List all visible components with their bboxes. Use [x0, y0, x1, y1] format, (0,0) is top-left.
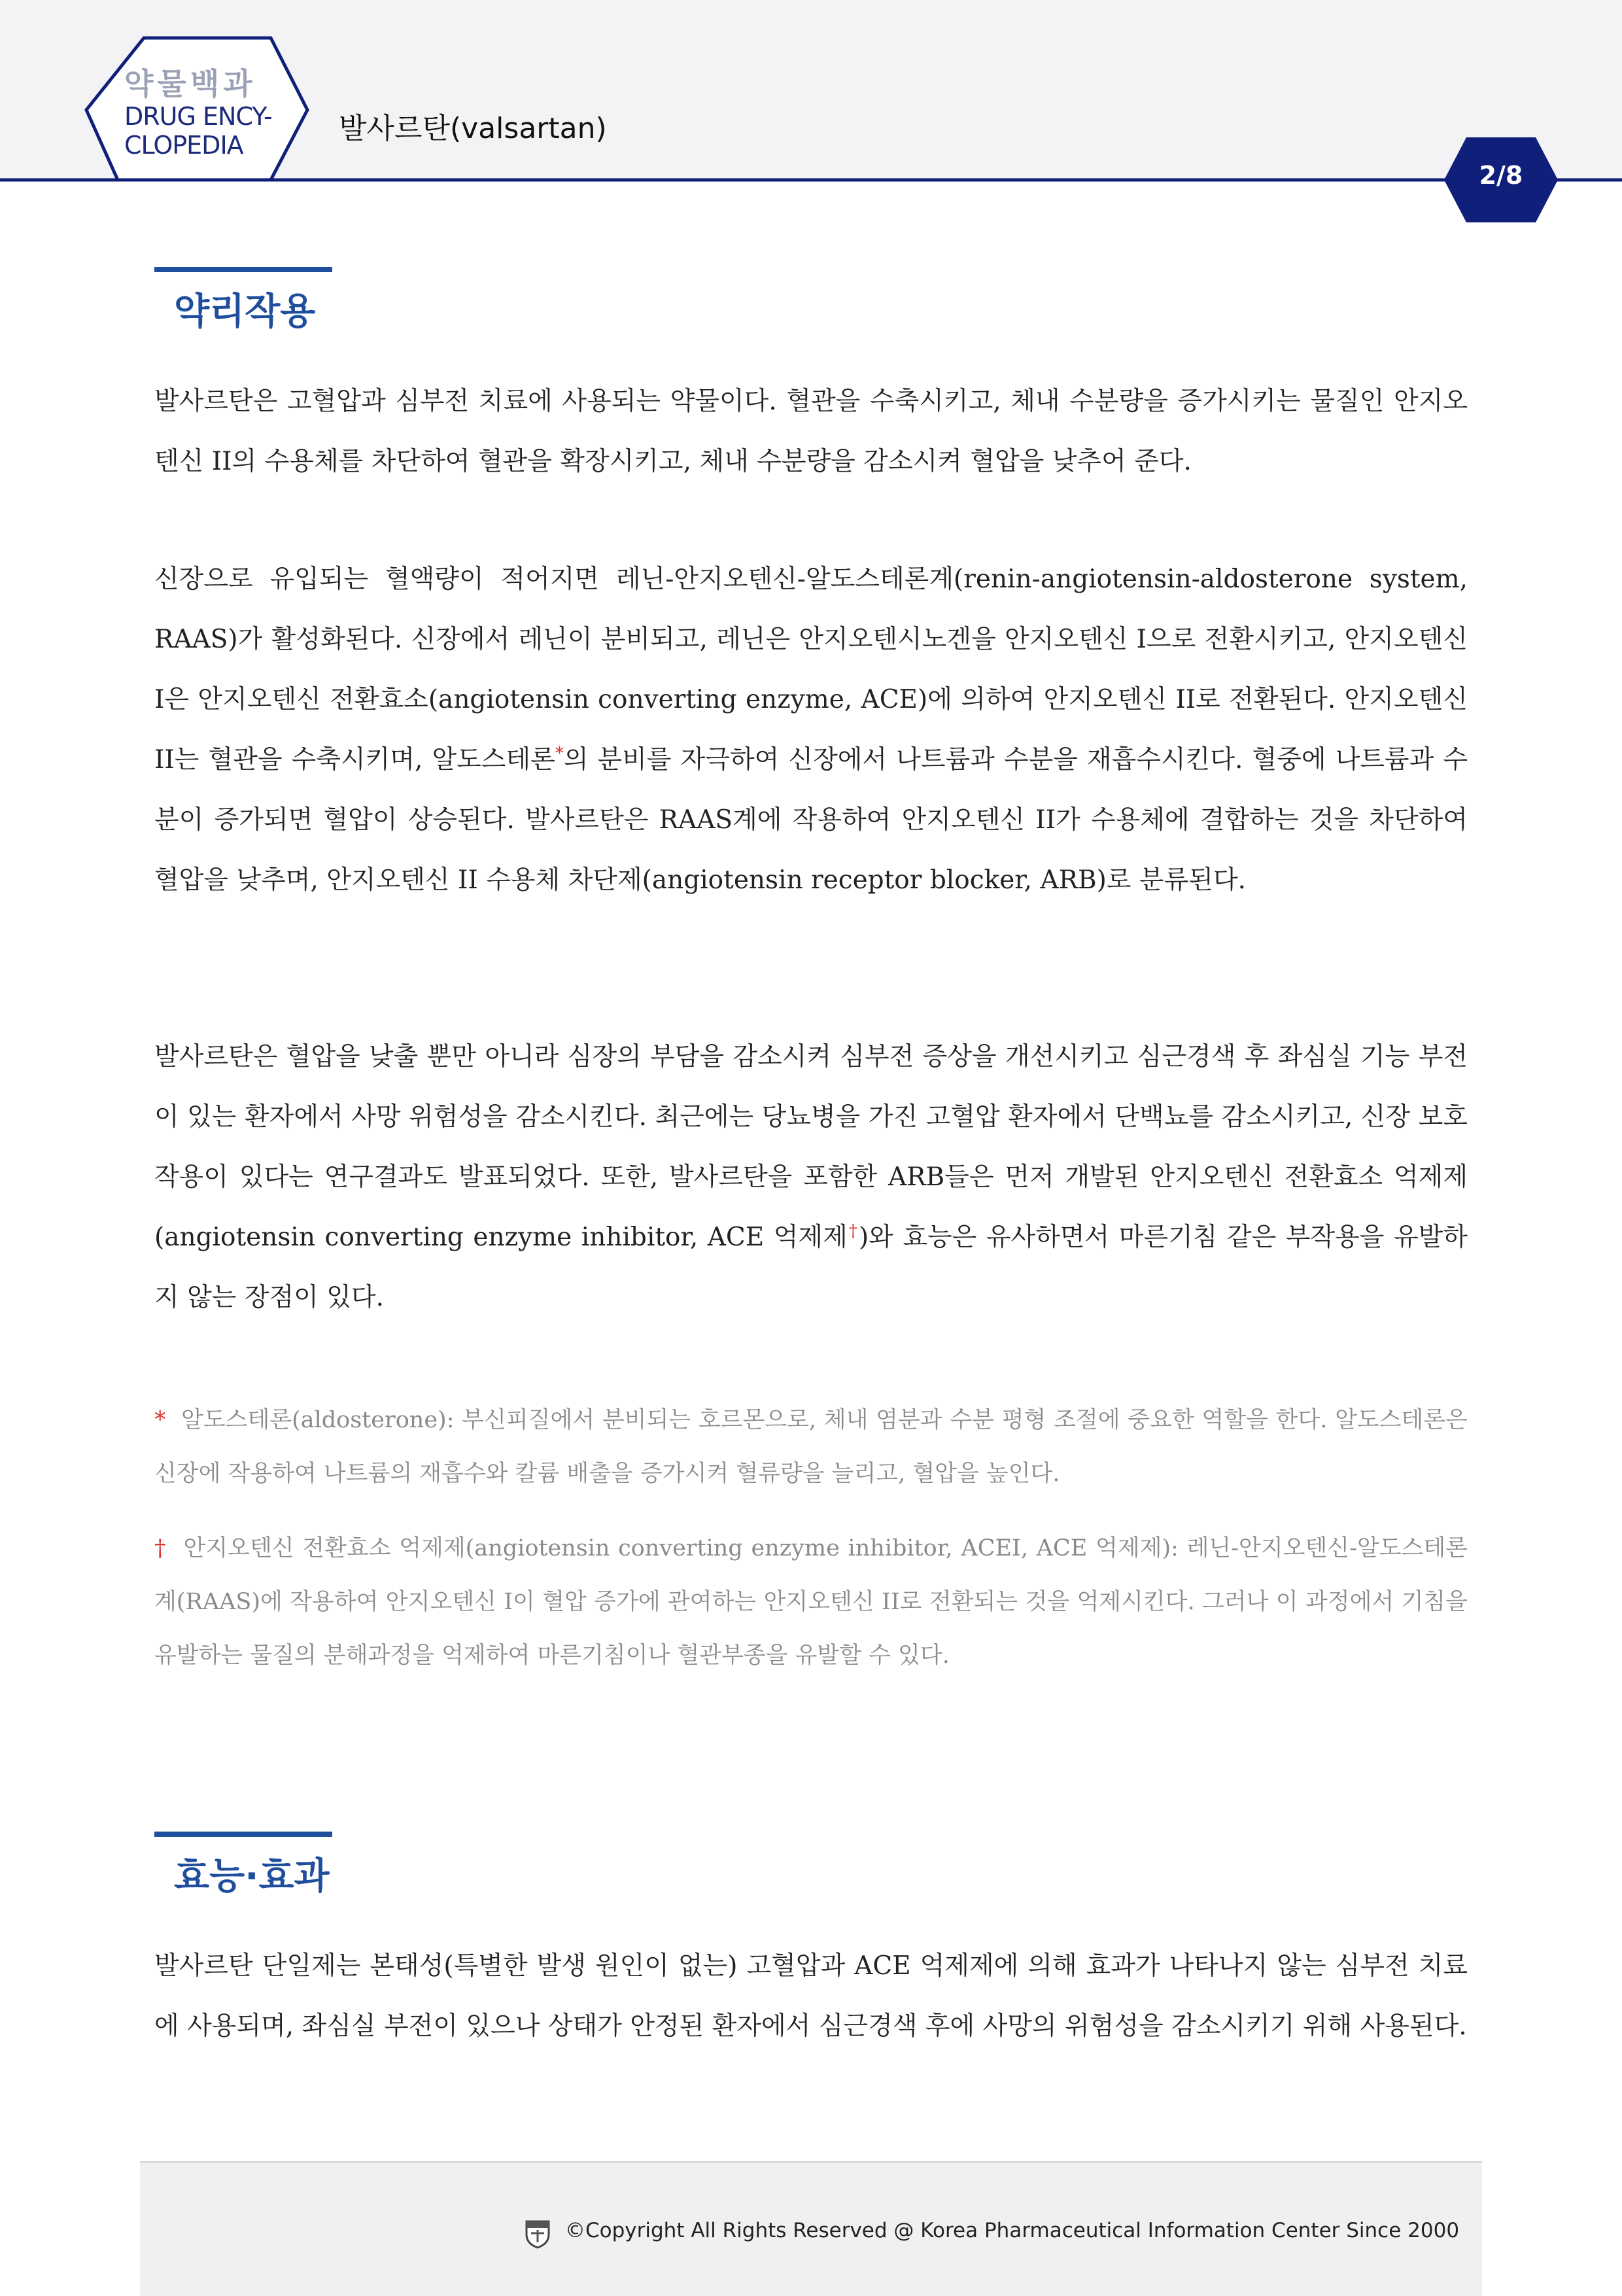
- paragraph: 발사르탄은 고혈압과 심부전 치료에 사용되는 약물이다. 혈관을 수축시키고, 체내 수분량을 증가시키는 물질인 안지오텐신 II의 수용체를 차단하여 혈관을 확장시키고, 체내 수분량을 감소시켜 혈압을 낮추어 준다.: [154, 387, 1468, 476]
- paragraph-text: 신장으로 유입되는 혈액량이 적어지면 레닌-안지오텐신-알도스테론계(renin-angiotensin-aldosterone system, RAAS)가 활성화된다. 신장에서 레닌이 분비되고, 레닌은 안지오텐시노겐을 안지오텐신 I으로 전환시키고, 안지오텐신 I은 안지오텐신 전환효소(angiotensin converting enzyme, ACE)에 의하여 안지오텐신 II로 전환된다. 안지오텐신 II는 혈관을 수축시키며, 알도스테론: [154, 565, 1468, 774]
- paragraph-text: )와 효능은 유사하면서 마른기침 같은 부작용을 유발하지 않는 장점이 있다.: [154, 1223, 1468, 1312]
- paragraph-text: 발사르탄은 혈압을 낮출 뿐만 아니라 심장의 부담을 감소시켜 심부전 증상을 개선시키고 심근경색 후 좌심실 기능 부전이 있는 환자에서 사망 위험성을 감소시킨다. 최근에는 당뇨병을 가진 고혈압 환자에서 단백뇨를 감소시키고, 신장 보호 작용이 있다는 연구결과도 발표되었다. 또한, 발사르탄을 포함한 ARB들은 먼저 개발된 안지오텐신 전환효소 억제제(angiotensin converting enzyme inhibitor, ACE 억제제: [154, 1042, 1468, 1252]
- footnote-mark: †: [847, 1221, 859, 1241]
- logo-english-line-2: CLOPEDIA: [124, 131, 243, 160]
- paragraph: 발사르탄 단일제는 본태성(특별한 발생 원인이 없는) 고혈압과 ACE 억제제에 의해 효과가 나타나지 않는 심부전 치료에 사용되며, 좌심실 부전이 있으나 상태가 안정된 환자에서 심근경색 후에 사망의 위험성을 감소시키기 위해 사용된다.: [154, 1951, 1468, 2041]
- footnote-mark: †: [154, 1535, 167, 1561]
- footnote-text: 안지오텐신 전환효소 억제제(angiotensin converting enzyme inhibitor, ACEI, ACE 억제제): 레닌-안지오텐신-알도스테론계(RAAS)에 작용하여 안지오텐신 I이 혈압 증가에 관여하는 안지오텐신 II로 전환되는 것을 억제시킨다. 그러나 이 과정에서 기침을 유발하는 물질의 분해과정을 억제하여 마른기침이나 혈관부종을 유발할 수 있다.: [154, 1535, 1468, 1669]
- footnote-text: 알도스테론(aldosterone): 부신피질에서 분비되는 호르몬으로, 체내 염분과 수분 평형 조절에 중요한 역할을 한다. 알도스테론은 신장에 작용하여 나트륨의 재흡수와 칼륨 배출을 증가시켜 혈류량을 늘리고, 혈압을 높인다.: [154, 1407, 1468, 1487]
- footnote: [154, 1393, 1468, 1501]
- section-rule: [154, 267, 332, 272]
- logo-korean: 약물백과: [124, 66, 256, 101]
- kpic-shield-icon: [525, 2219, 551, 2249]
- footnote-mark: *: [555, 744, 564, 763]
- paragraph: [154, 1027, 1468, 1328]
- logo-english-line-1: DRUG ENCY-: [124, 102, 272, 131]
- footer: [140, 2161, 1482, 2296]
- footnote: [154, 1522, 1468, 1682]
- logo: [124, 65, 294, 160]
- section-title: 효능·효과: [174, 1855, 330, 1898]
- section-title: 약리작용: [174, 290, 316, 333]
- copyright-text: ©Copyright All Rights Reserved @ Korea Pharmaceutical Information Center Since 2000: [565, 2219, 1460, 2242]
- page-number: 2/8: [1479, 161, 1523, 190]
- footnote-mark: *: [154, 1407, 166, 1433]
- paragraph-text: 의 분비를 자극하여 신장에서 나트륨과 수분을 재흡수시킨다. 혈중에 나트륨과 수분이 증가되면 혈압이 상승된다. 발사르탄은 RAAS계에 작용하여 안지오텐신 II가 수용체에 결합하는 것을 차단하여 혈압을 낮추며, 안지오텐신 II 수용체 차단제(angiotensin receptor blocker, ARB)로 분류된다.: [154, 745, 1468, 895]
- section-rule: [154, 1832, 332, 1837]
- document-title: 발사르탄(valsartan): [339, 112, 607, 145]
- paragraph: [154, 549, 1468, 911]
